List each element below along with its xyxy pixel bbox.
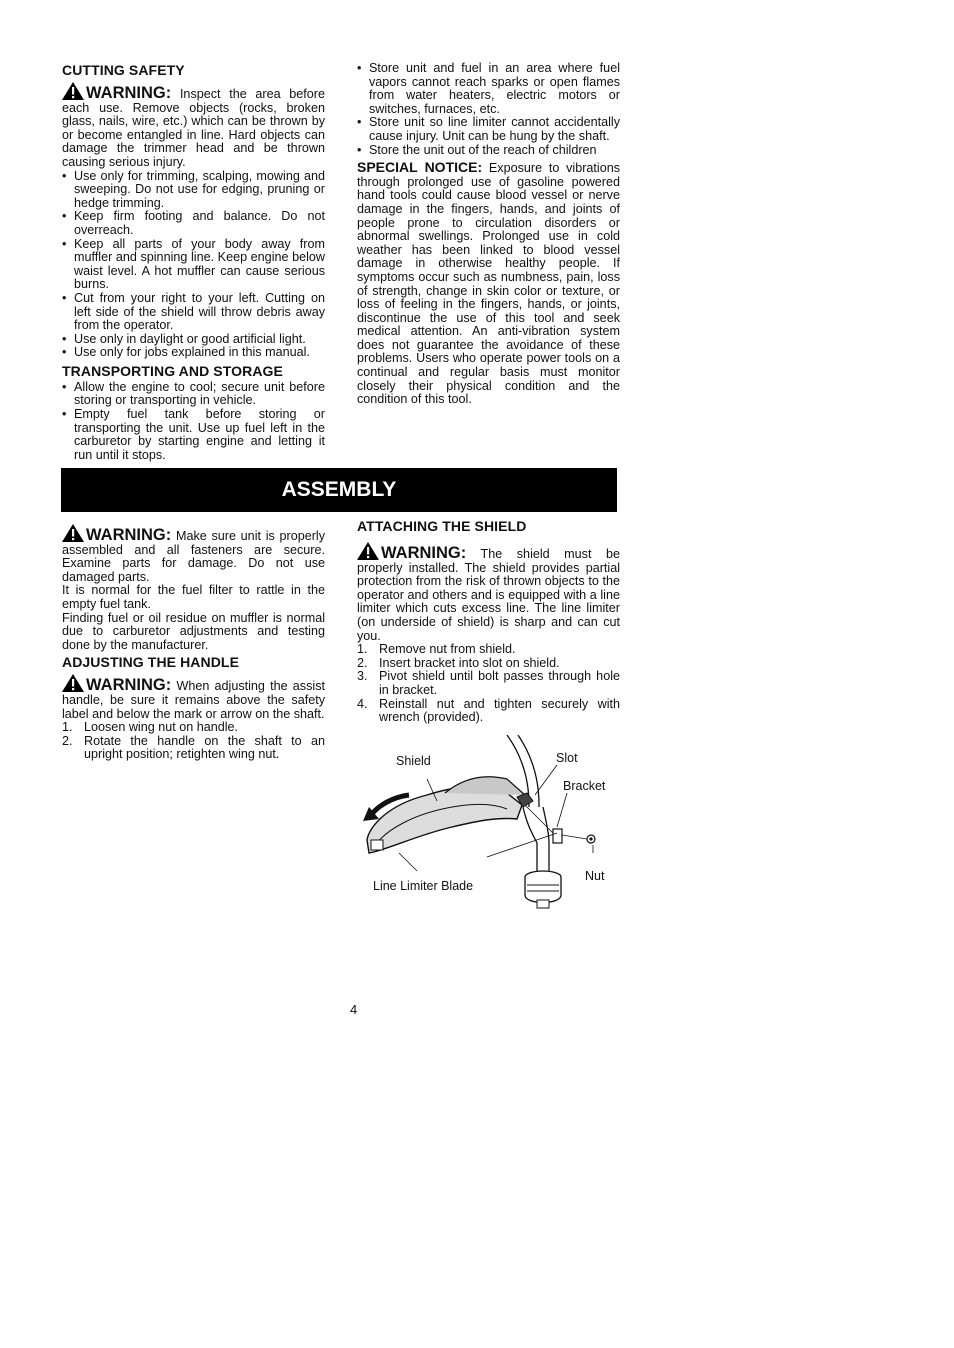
list-item — [357, 657, 620, 671]
cutting-safety-warning — [62, 82, 325, 170]
leader-line — [399, 853, 417, 871]
shield-warning — [357, 542, 620, 643]
list-item: • Keep firm footing and balance. Do not overreach. — [62, 210, 325, 237]
label-slot: Slot — [556, 751, 578, 765]
step-text: Remove nut from shield. — [379, 642, 516, 657]
special-notice — [357, 161, 620, 407]
list-item — [357, 698, 620, 725]
shield-assembly-diagram — [357, 735, 627, 915]
cutting-safety-column — [62, 62, 325, 462]
label-shield: Shield — [396, 754, 431, 768]
nut-hole — [589, 837, 592, 840]
step-number: 2. — [62, 733, 73, 748]
list-item: • Use only in daylight or good artificial light. — [62, 333, 325, 347]
trimmer-head-knob — [537, 900, 549, 908]
leader-line — [535, 765, 557, 795]
step-text: Pivot shield until bolt passes through hole in bracket. — [379, 669, 620, 697]
warning-label: WARNING: — [86, 84, 172, 102]
step-number: 1. — [62, 720, 73, 735]
list-item: • Cut from your right to your left. Cutting on left side of the shield will throw debris away from the operator. — [62, 292, 325, 333]
list-item: • Store the unit out of the reach of children — [357, 144, 620, 158]
special-notice-text: Exposure to vibrations through prolonged use of gasoline powered hand tools could cause blood vessel or nerve damage in the fingers, hands, and joints of people prone to circulation disorders or abnormal swellings. Prolonged use in cold weather has been linked to blood vessel damage in otherwise healthy people. If symptoms occur such as numbness, pain, loss of strength, change in skin color or texture, or loss of feeling in the fingers, hands, or joints, discontinue the use of this tool and seek medical attention. An anti-vibration system does not guarantee the avoidance of these problems. Users who operate power tools on a continual and regular basis must monitor closely their physical condition and the condition of this tool. — [357, 161, 621, 407]
shaft-lower — [523, 807, 549, 875]
shield-heading: ATTACHING THE SHIELD — [357, 518, 527, 534]
page-number: 4 — [350, 1002, 358, 1017]
assembly-banner: ASSEMBLY — [61, 468, 617, 512]
step-number: 3. — [357, 669, 368, 684]
step-text: Reinstall nut and tighten securely with wrench (provided). — [379, 696, 620, 725]
list-item — [62, 721, 325, 735]
list-item — [62, 735, 325, 762]
trimmer-head — [525, 877, 561, 903]
transport-list-continued — [357, 62, 620, 157]
shield-body — [367, 787, 522, 853]
cutting-safety-heading: CUTTING SAFETY — [62, 62, 185, 78]
list-item: • Store unit so line limiter cannot accidentally cause injury. Unit can be hung by the shaft. — [357, 116, 620, 143]
special-notice-label: SPECIAL NOTICE: — [357, 159, 483, 176]
label-line-limiter: Line Limiter Blade — [373, 879, 474, 893]
step-text: Loosen wing nut on handle. — [84, 720, 239, 735]
warning-triangle-icon — [62, 82, 84, 100]
list-item: • Use only for trimming, scalping, mowing and sweeping. Do not use for edging, pruning or hedge trimming. — [62, 170, 325, 211]
assembly-column — [62, 524, 325, 762]
handle-heading: ADJUSTING THE HANDLE — [62, 654, 240, 671]
transport-heading: TRANSPORTING AND STORAGE — [62, 362, 283, 379]
warning-label: WARNING: — [86, 676, 172, 695]
shield-steps — [357, 643, 620, 725]
list-item: • Keep all parts of your body away from muffler and spinning line. Keep engine below waist level. A hot muffler can cause serious burns. — [62, 238, 325, 292]
warning-triangle-icon — [357, 542, 379, 560]
handle-warning — [62, 674, 325, 721]
warning-text: The shield must be properly installed. The shield provides partial protection from the risk of thrown objects to the operator and others and is equipped with a line limiter which cuts excess line. The line limiter (on underside of shield) is sharp and can cut you. — [357, 547, 620, 643]
transport-list — [62, 381, 325, 463]
leader-line — [557, 793, 567, 827]
assembly-warning — [62, 524, 325, 584]
label-nut: Nut — [585, 869, 605, 883]
step-text: Insert bracket into slot on shield. — [379, 655, 560, 670]
bracket-plate — [553, 829, 562, 843]
warning-triangle-icon — [62, 524, 84, 542]
shield-column — [357, 518, 620, 725]
line-limiter-blade — [371, 840, 383, 850]
shield-top — [445, 777, 525, 795]
list-item: • Empty fuel tank before storing or transporting the unit. Use up fuel left in the carburetor by starting engine and letting it run until it stops. — [62, 408, 325, 462]
list-item: • Allow the engine to cool; secure unit before storing or transporting in vehicle. — [62, 381, 325, 408]
warning-triangle-icon — [62, 674, 84, 692]
warning-text: When adjusting the assist handle, be sure it remains above the safety label and below the mark or arrow on the shaft. — [62, 679, 325, 721]
warning-text: Inspect the area before each use. Remove objects (rocks, broken glass, nails, wire, etc.) which can be thrown by or become entangled in line. Hard objects can damage the trimmer head and be thrown causing serious injury. — [62, 87, 325, 169]
warning-label: WARNING: — [381, 544, 467, 562]
storage-notice-column — [357, 62, 620, 407]
warning-text: Make sure unit is properly assembled and all fasteners are secure. Examine parts for damage. Do not use damaged parts. — [62, 529, 325, 584]
fuel-filter-note: It is normal for the fuel filter to rattle in the empty fuel tank. — [62, 583, 325, 611]
warning-label: WARNING: — [86, 526, 172, 544]
step-number: 1. — [357, 642, 368, 657]
list-item: • Use only for jobs explained in this manual. — [62, 346, 325, 360]
step-text: Rotate the handle on the shaft to an upright position; retighten wing nut. — [84, 733, 325, 762]
list-item: • Store unit and fuel in an area where fuel vapors cannot reach sparks or open flames from water heaters, electric motors or switches, furnaces, etc. — [357, 62, 620, 116]
cutting-safety-list — [62, 170, 325, 360]
residue-note: Finding fuel or oil residue on muffler is normal due to carburetor adjustments and testing done by the manufacturer. — [62, 610, 325, 652]
label-bracket: Bracket — [563, 779, 606, 793]
list-item — [357, 643, 620, 657]
list-item — [357, 670, 620, 697]
handle-steps — [62, 721, 325, 762]
step-number: 4. — [357, 696, 368, 711]
step-number: 2. — [357, 655, 368, 670]
